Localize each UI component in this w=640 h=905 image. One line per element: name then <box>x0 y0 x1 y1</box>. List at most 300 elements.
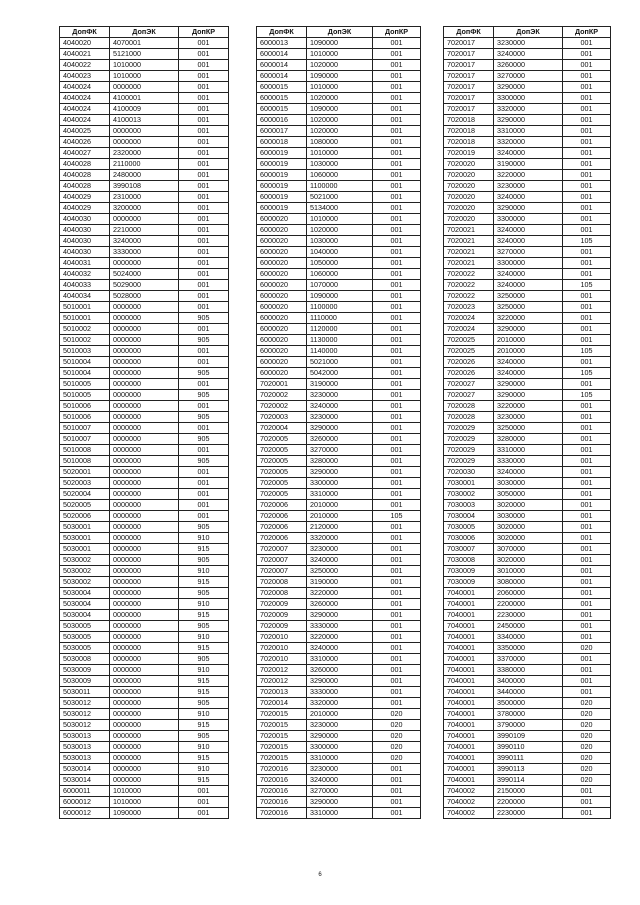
cell-dopkr: 001 <box>179 291 229 302</box>
cell-dopek: 1010000 <box>307 214 373 225</box>
table-row <box>444 203 611 214</box>
cell-dopkr: 001 <box>179 423 229 434</box>
cell-dopkr: 001 <box>179 115 229 126</box>
table-header-row <box>257 27 421 38</box>
table-row <box>444 731 611 742</box>
cell-dopkr: 001 <box>179 181 229 192</box>
cell-dopek: 0000000 <box>110 423 179 434</box>
cell-dopek: 0000000 <box>110 610 179 621</box>
cell-dopfk: 5030009 <box>60 676 110 687</box>
cell-dopfk: 4040029 <box>60 203 110 214</box>
cell-dopek: 5134000 <box>307 203 373 214</box>
cell-dopkr: 905 <box>179 335 229 346</box>
cell-dopek: 0000000 <box>110 522 179 533</box>
cell-dopkr: 001 <box>563 654 611 665</box>
cell-dopkr: 001 <box>179 247 229 258</box>
cell-dopek: 0000000 <box>110 401 179 412</box>
cell-dopkr: 020 <box>373 731 421 742</box>
cell-dopek: 2310000 <box>110 192 179 203</box>
table-row <box>257 599 421 610</box>
cell-dopfk: 5010007 <box>60 434 110 445</box>
cell-dopkr: 001 <box>563 379 611 390</box>
cell-dopkr: 910 <box>179 709 229 720</box>
table-row <box>60 797 229 808</box>
cell-dopkr: 020 <box>373 709 421 720</box>
cell-dopfk: 4040030 <box>60 247 110 258</box>
table-row <box>60 665 229 676</box>
page-number: 6 <box>318 872 322 878</box>
cell-dopkr: 001 <box>563 412 611 423</box>
cell-dopek: 0000000 <box>110 577 179 588</box>
table-row <box>60 104 229 115</box>
cell-dopkr: 001 <box>563 126 611 137</box>
table-row <box>60 610 229 621</box>
cell-dopkr: 001 <box>373 588 421 599</box>
cell-dopfk: 5030001 <box>60 544 110 555</box>
table-row <box>257 577 421 588</box>
code-table-3 <box>443 26 611 819</box>
cell-dopkr: 915 <box>179 775 229 786</box>
table-row <box>60 500 229 511</box>
table-row <box>444 324 611 335</box>
cell-dopek: 2010000 <box>307 709 373 720</box>
cell-dopek: 2230000 <box>494 808 563 819</box>
cell-dopek: 3290000 <box>494 203 563 214</box>
cell-dopek: 0000000 <box>110 478 179 489</box>
cell-dopfk: 6000020 <box>257 236 307 247</box>
cell-dopek: 3240000 <box>494 467 563 478</box>
cell-dopek: 3020000 <box>494 500 563 511</box>
cell-dopfk: 7020001 <box>257 379 307 390</box>
cell-dopkr: 001 <box>563 269 611 280</box>
table-row <box>444 313 611 324</box>
cell-dopfk: 7020025 <box>444 335 494 346</box>
cell-dopek: 3250000 <box>494 291 563 302</box>
cell-dopkr: 001 <box>179 192 229 203</box>
cell-dopek: 1090000 <box>307 38 373 49</box>
cell-dopkr: 001 <box>563 500 611 511</box>
cell-dopkr: 001 <box>179 225 229 236</box>
cell-dopfk: 6000020 <box>257 280 307 291</box>
cell-dopek: 2120000 <box>307 522 373 533</box>
table-row <box>60 148 229 159</box>
cell-dopkr: 001 <box>563 93 611 104</box>
table-row <box>257 412 421 423</box>
cell-dopek: 3240000 <box>494 192 563 203</box>
cell-dopek: 2200000 <box>494 797 563 808</box>
cell-dopfk: 7020016 <box>257 764 307 775</box>
cell-dopkr: 001 <box>179 346 229 357</box>
table-row <box>444 687 611 698</box>
cell-dopfk: 5030008 <box>60 654 110 665</box>
cell-dopfk: 7030008 <box>444 555 494 566</box>
cell-dopek: 0000000 <box>110 566 179 577</box>
cell-dopfk: 4040023 <box>60 71 110 82</box>
cell-dopfk: 5030002 <box>60 566 110 577</box>
cell-dopek: 3030000 <box>494 511 563 522</box>
cell-dopek: 3260000 <box>307 665 373 676</box>
table-row <box>60 555 229 566</box>
cell-dopek: 1020000 <box>307 60 373 71</box>
table-row <box>444 82 611 93</box>
cell-dopkr: 001 <box>373 379 421 390</box>
cell-dopkr: 910 <box>179 599 229 610</box>
cell-dopkr: 001 <box>373 38 421 49</box>
cell-dopkr: 001 <box>563 291 611 302</box>
cell-dopfk: 6000017 <box>257 126 307 137</box>
cell-dopek: 3300000 <box>494 214 563 225</box>
cell-dopfk: 6000020 <box>257 247 307 258</box>
cell-dopek: 5042000 <box>307 368 373 379</box>
table-row <box>444 720 611 731</box>
cell-dopfk: 7020025 <box>444 346 494 357</box>
cell-dopek: 5029000 <box>110 280 179 291</box>
table-row <box>257 632 421 643</box>
cell-dopfk: 7040001 <box>444 610 494 621</box>
cell-dopek: 3220000 <box>494 170 563 181</box>
cell-dopek: 3250000 <box>494 302 563 313</box>
cell-dopek: 3380000 <box>494 665 563 676</box>
cell-dopfk: 4040030 <box>60 225 110 236</box>
cell-dopfk: 7020009 <box>257 610 307 621</box>
cell-dopkr: 001 <box>373 643 421 654</box>
cell-dopek: 1120000 <box>307 324 373 335</box>
table-row <box>60 225 229 236</box>
cell-dopkr: 001 <box>563 522 611 533</box>
cell-dopkr: 910 <box>179 742 229 753</box>
table-row <box>257 247 421 258</box>
cell-dopkr: 001 <box>563 610 611 621</box>
table-row <box>60 511 229 522</box>
header-dopfk: ДопФК <box>444 27 494 38</box>
cell-dopkr: 001 <box>179 170 229 181</box>
cell-dopek: 2450000 <box>494 621 563 632</box>
table-row <box>60 390 229 401</box>
cell-dopfk: 7020022 <box>444 291 494 302</box>
cell-dopfk: 7020013 <box>257 687 307 698</box>
cell-dopfk: 7020024 <box>444 324 494 335</box>
cell-dopkr: 001 <box>179 82 229 93</box>
cell-dopfk: 4040024 <box>60 115 110 126</box>
cell-dopkr: 910 <box>179 632 229 643</box>
cell-dopfk: 7020017 <box>444 49 494 60</box>
table-row <box>257 522 421 533</box>
cell-dopkr: 915 <box>179 753 229 764</box>
table-row <box>257 291 421 302</box>
cell-dopek: 1020000 <box>307 115 373 126</box>
cell-dopek: 0000000 <box>110 533 179 544</box>
cell-dopek: 0000000 <box>110 709 179 720</box>
cell-dopkr: 001 <box>373 412 421 423</box>
cell-dopek: 3270000 <box>307 786 373 797</box>
cell-dopkr: 001 <box>373 775 421 786</box>
table-row <box>444 533 611 544</box>
table-row <box>60 192 229 203</box>
cell-dopkr: 001 <box>373 346 421 357</box>
table-row <box>444 632 611 643</box>
cell-dopek: 4100009 <box>110 104 179 115</box>
cell-dopkr: 001 <box>179 148 229 159</box>
cell-dopek: 0000000 <box>110 313 179 324</box>
table-row <box>257 621 421 632</box>
cell-dopek: 0000000 <box>110 731 179 742</box>
cell-dopfk: 7020012 <box>257 665 307 676</box>
cell-dopfk: 7040001 <box>444 720 494 731</box>
cell-dopek: 0000000 <box>110 632 179 643</box>
cell-dopfk: 5030013 <box>60 731 110 742</box>
cell-dopfk: 7020007 <box>257 566 307 577</box>
cell-dopfk: 5010002 <box>60 335 110 346</box>
table-row <box>60 489 229 500</box>
cell-dopfk: 7020029 <box>444 434 494 445</box>
cell-dopkr: 001 <box>179 808 229 819</box>
cell-dopfk: 5020001 <box>60 467 110 478</box>
cell-dopfk: 7020017 <box>444 82 494 93</box>
cell-dopkr: 905 <box>179 390 229 401</box>
table-row <box>444 137 611 148</box>
cell-dopek: 0000000 <box>110 764 179 775</box>
cell-dopfk: 5030013 <box>60 742 110 753</box>
table-row <box>444 797 611 808</box>
cell-dopek: 0000000 <box>110 489 179 500</box>
cell-dopek: 3290000 <box>494 324 563 335</box>
cell-dopek: 3370000 <box>494 654 563 665</box>
table-row <box>257 269 421 280</box>
cell-dopek: 0000000 <box>110 687 179 698</box>
table-row <box>60 808 229 819</box>
cell-dopfk: 4040026 <box>60 137 110 148</box>
cell-dopfk: 5030002 <box>60 577 110 588</box>
cell-dopfk: 6000019 <box>257 203 307 214</box>
cell-dopkr: 001 <box>179 786 229 797</box>
table-row <box>60 291 229 302</box>
cell-dopkr: 105 <box>373 511 421 522</box>
cell-dopfk: 5010006 <box>60 401 110 412</box>
cell-dopkr: 001 <box>373 610 421 621</box>
cell-dopkr: 001 <box>373 49 421 60</box>
cell-dopkr: 001 <box>179 379 229 390</box>
table-row <box>444 71 611 82</box>
cell-dopfk: 7020022 <box>444 269 494 280</box>
cell-dopek: 0000000 <box>110 676 179 687</box>
cell-dopkr: 001 <box>179 511 229 522</box>
cell-dopfk: 5030013 <box>60 753 110 764</box>
cell-dopek: 3990111 <box>494 753 563 764</box>
cell-dopek: 3020000 <box>494 522 563 533</box>
cell-dopek: 3230000 <box>307 764 373 775</box>
table-row <box>257 544 421 555</box>
cell-dopkr: 915 <box>179 544 229 555</box>
table-row <box>60 709 229 720</box>
cell-dopek: 5024000 <box>110 269 179 280</box>
cell-dopek: 1030000 <box>307 236 373 247</box>
cell-dopek: 3290000 <box>494 390 563 401</box>
cell-dopkr: 001 <box>373 599 421 610</box>
cell-dopek: 1130000 <box>307 335 373 346</box>
cell-dopfk: 7020021 <box>444 225 494 236</box>
cell-dopkr: 001 <box>563 566 611 577</box>
cell-dopkr: 001 <box>373 797 421 808</box>
cell-dopek: 3330000 <box>494 456 563 467</box>
cell-dopek: 3300000 <box>494 93 563 104</box>
cell-dopfk: 5030005 <box>60 643 110 654</box>
cell-dopfk: 7020027 <box>444 379 494 390</box>
header-dopfk: ДопФК <box>60 27 110 38</box>
table-row <box>60 302 229 313</box>
table-row <box>60 313 229 324</box>
cell-dopek: 0000000 <box>110 643 179 654</box>
cell-dopkr: 001 <box>563 258 611 269</box>
table-row <box>257 214 421 225</box>
table-row <box>444 368 611 379</box>
table-row <box>257 808 421 819</box>
table-row <box>60 247 229 258</box>
cell-dopkr: 001 <box>373 489 421 500</box>
table-row <box>257 368 421 379</box>
cell-dopek: 1090000 <box>307 104 373 115</box>
cell-dopkr: 001 <box>179 214 229 225</box>
table-row <box>60 643 229 654</box>
cell-dopkr: 020 <box>563 764 611 775</box>
cell-dopkr: 001 <box>373 423 421 434</box>
cell-dopfk: 7040001 <box>444 654 494 665</box>
cell-dopkr: 001 <box>373 764 421 775</box>
table-row <box>257 357 421 368</box>
header-dopek: ДопЭК <box>110 27 179 38</box>
cell-dopek: 1090000 <box>307 71 373 82</box>
cell-dopfk: 7020010 <box>257 632 307 643</box>
cell-dopek: 1040000 <box>307 247 373 258</box>
cell-dopfk: 7020015 <box>257 753 307 764</box>
cell-dopek: 1110000 <box>307 313 373 324</box>
cell-dopfk: 7020008 <box>257 577 307 588</box>
cell-dopkr: 001 <box>179 401 229 412</box>
table-row <box>257 698 421 709</box>
cell-dopek: 1010000 <box>307 148 373 159</box>
cell-dopek: 3010000 <box>494 566 563 577</box>
cell-dopek: 0000000 <box>110 82 179 93</box>
cell-dopfk: 6000013 <box>257 38 307 49</box>
cell-dopfk: 7020021 <box>444 258 494 269</box>
cell-dopkr: 001 <box>179 236 229 247</box>
cell-dopek: 3290000 <box>307 676 373 687</box>
cell-dopfk: 6000020 <box>257 335 307 346</box>
cell-dopek: 3320000 <box>494 137 563 148</box>
table-row <box>60 632 229 643</box>
cell-dopkr: 020 <box>373 753 421 764</box>
cell-dopkr: 001 <box>563 71 611 82</box>
cell-dopfk: 7020015 <box>257 731 307 742</box>
cell-dopek: 3990114 <box>494 775 563 786</box>
cell-dopkr: 001 <box>373 115 421 126</box>
cell-dopfk: 6000015 <box>257 82 307 93</box>
cell-dopfk: 4040030 <box>60 236 110 247</box>
table-row <box>60 203 229 214</box>
cell-dopek: 3340000 <box>494 632 563 643</box>
cell-dopfk: 7020029 <box>444 456 494 467</box>
table-row <box>257 401 421 412</box>
cell-dopfk: 7040001 <box>444 643 494 654</box>
table-row <box>444 621 611 632</box>
cell-dopek: 3080000 <box>494 577 563 588</box>
table-row <box>60 577 229 588</box>
cell-dopek: 1010000 <box>110 786 179 797</box>
table-row <box>60 346 229 357</box>
cell-dopek: 5028000 <box>110 291 179 302</box>
cell-dopkr: 001 <box>563 247 611 258</box>
cell-dopfk: 7040001 <box>444 588 494 599</box>
cell-dopfk: 7020019 <box>444 148 494 159</box>
table-row <box>60 401 229 412</box>
cell-dopkr: 001 <box>563 423 611 434</box>
cell-dopfk: 4040024 <box>60 93 110 104</box>
cell-dopfk: 7040001 <box>444 764 494 775</box>
cell-dopfk: 6000020 <box>257 214 307 225</box>
cell-dopkr: 905 <box>179 588 229 599</box>
table-row <box>257 687 421 698</box>
cell-dopfk: 7020021 <box>444 236 494 247</box>
cell-dopfk: 5020004 <box>60 489 110 500</box>
cell-dopek: 3300000 <box>494 258 563 269</box>
table-row <box>444 434 611 445</box>
table-row <box>257 335 421 346</box>
cell-dopfk: 5010003 <box>60 346 110 357</box>
cell-dopkr: 001 <box>373 500 421 511</box>
table-row <box>257 236 421 247</box>
table-row <box>60 60 229 71</box>
cell-dopkr: 001 <box>373 632 421 643</box>
cell-dopfk: 5030012 <box>60 720 110 731</box>
table-row <box>60 137 229 148</box>
table-row <box>444 555 611 566</box>
cell-dopfk: 7020005 <box>257 445 307 456</box>
cell-dopek: 3240000 <box>494 357 563 368</box>
cell-dopfk: 7020016 <box>257 797 307 808</box>
table-row <box>257 225 421 236</box>
cell-dopek: 3240000 <box>494 49 563 60</box>
cell-dopfk: 5010006 <box>60 412 110 423</box>
cell-dopek: 0000000 <box>110 544 179 555</box>
cell-dopkr: 001 <box>179 269 229 280</box>
table-row <box>444 335 611 346</box>
table-row <box>444 654 611 665</box>
cell-dopfk: 7020026 <box>444 357 494 368</box>
cell-dopkr: 905 <box>179 456 229 467</box>
cell-dopek: 2110000 <box>110 159 179 170</box>
table-row <box>444 577 611 588</box>
table-row <box>60 379 229 390</box>
cell-dopfk: 7030001 <box>444 478 494 489</box>
cell-dopfk: 5010001 <box>60 313 110 324</box>
cell-dopkr: 001 <box>373 357 421 368</box>
cell-dopfk: 6000020 <box>257 346 307 357</box>
cell-dopfk: 4040031 <box>60 258 110 269</box>
cell-dopkr: 001 <box>373 665 421 676</box>
cell-dopkr: 001 <box>179 280 229 291</box>
cell-dopfk: 5010007 <box>60 423 110 434</box>
cell-dopkr: 001 <box>179 71 229 82</box>
cell-dopfk: 7020008 <box>257 588 307 599</box>
cell-dopek: 3220000 <box>494 313 563 324</box>
cell-dopek: 3290000 <box>307 423 373 434</box>
cell-dopkr: 001 <box>179 324 229 335</box>
cell-dopfk: 7020007 <box>257 544 307 555</box>
cell-dopfk: 6000019 <box>257 181 307 192</box>
cell-dopfk: 7040001 <box>444 698 494 709</box>
table-row <box>257 324 421 335</box>
cell-dopkr: 905 <box>179 522 229 533</box>
table-row <box>444 247 611 258</box>
